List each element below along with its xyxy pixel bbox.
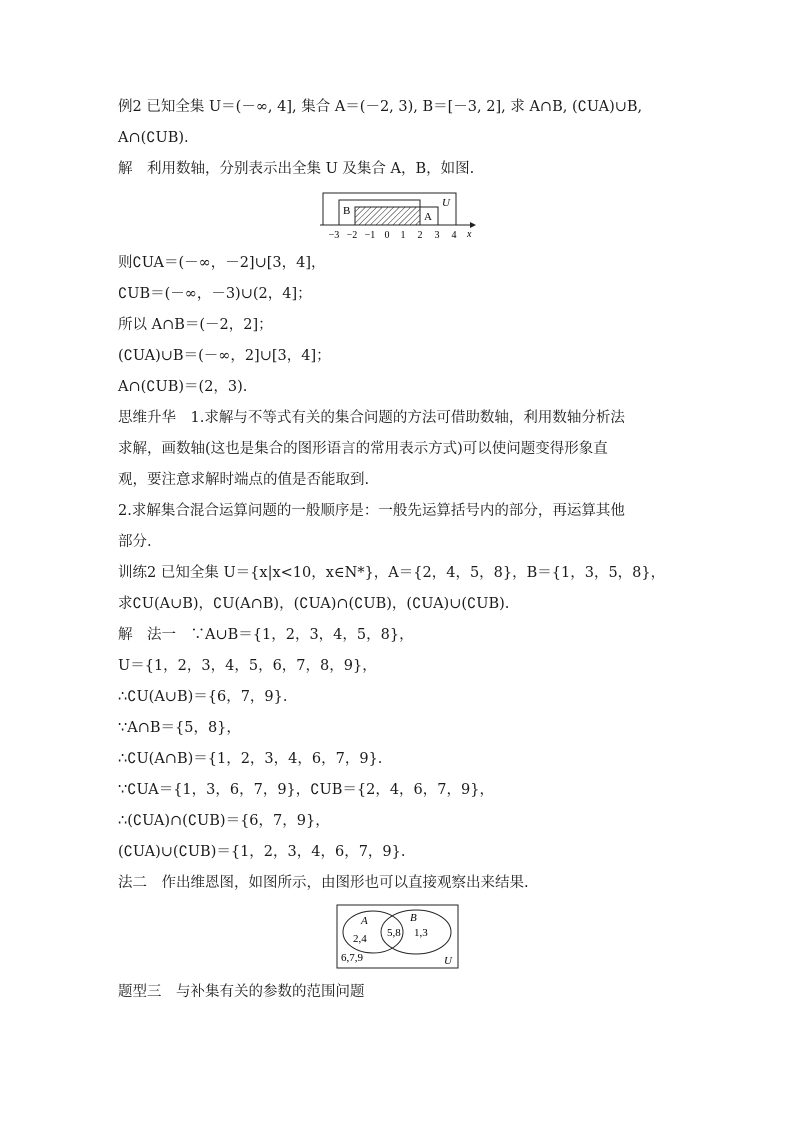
example-line-2: A∩(∁UB). <box>118 130 189 146</box>
axis-label-x: x <box>467 229 472 240</box>
venn-intersection: 5,8 <box>387 927 401 939</box>
result-line: (∁UA)∪B＝(－∞，2]∪[3，4]； <box>118 348 331 364</box>
summary-line: 部分. <box>118 534 152 550</box>
box-label-a: A <box>424 211 432 223</box>
training-line: 法二 作出维恩图，如图所示，由图形也可以直接观察出来结果. <box>118 875 529 891</box>
tick-label: 2 <box>417 230 423 241</box>
venn-only-b: 1,3 <box>414 927 428 939</box>
number-line-figure <box>320 190 480 242</box>
example-line-1: 例2 已知全集 U＝(－∞, 4], 集合 A＝(－2, 3), B＝[－3, 2], 求 A∩B, (∁UA)∪B, <box>118 99 643 115</box>
tick-label: −2 <box>346 230 358 241</box>
venn-only-a: 2,4 <box>353 933 367 945</box>
training-line: 训练2 已知全集 U＝{x|x<10，x∈N*}，A＝{2，4，5，8}，B＝{1，3，5，8}， <box>118 565 666 581</box>
summary-line: 思维升华 1.求解与不等式有关的集合问题的方法可借助数轴，利用数轴分析法 <box>118 410 625 426</box>
tick-label: −1 <box>364 230 376 241</box>
tick-label: −3 <box>328 230 340 241</box>
training-line: ∵∁UA＝{1，3，6，7，9}，∁UB＝{2，4，6，7，9}， <box>118 782 494 798</box>
section-heading: 题型三 与补集有关的参数的范围问题 <box>118 984 365 1000</box>
training-line: ∴∁U(A∩B)＝{1，2，3，4，6，7，9}. <box>118 751 383 767</box>
result-line: 则∁UA＝(－∞，－2]∪[3，4]， <box>118 255 326 271</box>
training-line: 求∁U(A∪B)，∁U(A∩B)，(∁UA)∩(∁UB)，(∁UA)∪(∁UB). <box>118 596 510 612</box>
training-line: ∴(∁UA)∩(∁UB)＝{6，7，9}， <box>118 813 330 829</box>
training-line: ∴∁U(A∪B)＝{6，7，9}. <box>118 689 288 705</box>
box-label-b: B <box>343 205 351 217</box>
axis-arrow <box>470 222 476 228</box>
result-line: ∁UB＝(－∞，－3)∪(2，4]； <box>118 286 312 302</box>
training-line: U＝{1，2，3，4，5，6，7，8，9}， <box>118 658 377 674</box>
intersection-hatch <box>355 207 420 225</box>
tick-label: 4 <box>451 230 457 241</box>
tick-label: 0 <box>384 230 390 241</box>
venn-label-u: U <box>444 955 452 967</box>
venn-label-a: A <box>361 915 368 927</box>
venn-label-b: B <box>410 912 417 924</box>
solution-intro: 解 利用数轴，分别表示出全集 U 及集合 A，B，如图. <box>118 161 475 177</box>
box-label-u: U <box>442 197 450 209</box>
result-line: A∩(∁UB)＝(2，3). <box>118 379 248 395</box>
result-line: 所以 A∩B＝(－2，2]； <box>118 317 273 333</box>
venn-diagram <box>336 904 460 970</box>
summary-line: 2.求解集合混合运算问题的一般顺序是：一般先运算括号内的部分，再运算其他 <box>118 503 625 519</box>
training-line: (∁UA)∪(∁UB)＝{1，2，3，4，6，7，9}. <box>118 844 406 860</box>
summary-line: 求解，画数轴(这也是集合的图形语言的常用表示方式)可以使问题变得形象直 <box>118 441 608 457</box>
summary-line: 观，要注意求解时端点的值是否能取到. <box>118 472 370 488</box>
training-line: ∵A∩B＝{5，8}， <box>118 720 241 736</box>
venn-outside: 6,7,9 <box>341 952 363 964</box>
tick-label: 1 <box>400 230 406 241</box>
training-line: 解 法一 ∵A∪B＝{1，2，3，4，5，8}， <box>118 627 414 643</box>
tick-label: 3 <box>434 230 440 241</box>
